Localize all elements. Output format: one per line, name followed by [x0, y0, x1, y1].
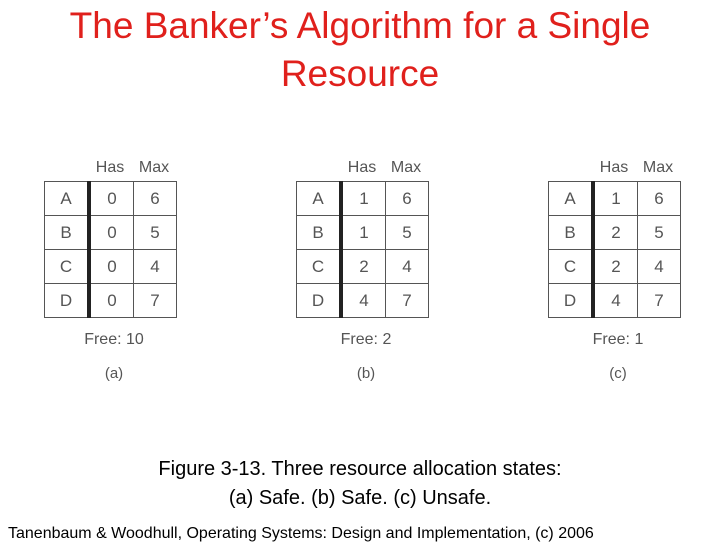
- has-value: 0: [89, 250, 134, 284]
- process-name: C: [45, 250, 90, 284]
- footer-citation: Tanenbaum & Woodhull, Operating Systems: Design and Implementation, (c) 2006: [8, 525, 594, 542]
- caption-line-1: Figure 3-13. Three resource allocation states:: [158, 458, 562, 480]
- max-value: 5: [386, 216, 429, 250]
- process-name: C: [549, 250, 594, 284]
- table-header: [548, 155, 688, 181]
- has-value: 1: [341, 216, 386, 250]
- process-name: A: [549, 182, 594, 216]
- has-value: 4: [593, 284, 638, 318]
- max-value: 7: [638, 284, 681, 318]
- table-row: [45, 182, 177, 216]
- has-value: 4: [341, 284, 386, 318]
- process-name: A: [297, 182, 342, 216]
- max-value: 6: [386, 182, 429, 216]
- allocation-table: [296, 181, 429, 318]
- max-value: 5: [638, 216, 681, 250]
- table-header: [296, 155, 436, 181]
- free-label: Free: 1: [592, 331, 644, 348]
- header-max: Max: [642, 159, 674, 176]
- table-row: [297, 250, 429, 284]
- table-row: [45, 216, 177, 250]
- max-value: 4: [386, 250, 429, 284]
- has-value: 0: [89, 216, 134, 250]
- has-value: 2: [341, 250, 386, 284]
- has-value: 2: [593, 250, 638, 284]
- slide-title: [0, 2, 720, 98]
- panel-label: (b): [356, 365, 376, 382]
- process-name: A: [45, 182, 90, 216]
- title-line-1: The Banker’s Algorithm for a Single: [69, 5, 651, 46]
- has-value: 1: [593, 182, 638, 216]
- table-row: [45, 250, 177, 284]
- process-name: D: [45, 284, 90, 318]
- has-value: 0: [89, 284, 134, 318]
- has-value: 2: [593, 216, 638, 250]
- table-row: [297, 284, 429, 318]
- process-name: C: [297, 250, 342, 284]
- process-name: B: [549, 216, 594, 250]
- header-has: Has: [95, 159, 125, 176]
- panel-a: [44, 155, 184, 382]
- table-row: [297, 182, 429, 216]
- caption-line-2: (a) Safe. (b) Safe. (c) Unsafe.: [228, 487, 492, 509]
- panel-b: [296, 155, 436, 382]
- max-value: 7: [386, 284, 429, 318]
- process-name: D: [297, 284, 342, 318]
- process-name: D: [549, 284, 594, 318]
- table-row: [45, 284, 177, 318]
- process-name: B: [297, 216, 342, 250]
- has-value: 0: [89, 182, 134, 216]
- header-max: Max: [390, 159, 422, 176]
- table-row: [549, 284, 681, 318]
- header-has: Has: [347, 159, 377, 176]
- max-value: 4: [134, 250, 177, 284]
- figure-caption: [0, 455, 720, 513]
- free-label: Free: 2: [340, 331, 392, 348]
- panel-c: [548, 155, 688, 382]
- header-has: Has: [599, 159, 629, 176]
- max-value: 6: [134, 182, 177, 216]
- panel-label: (a): [104, 365, 124, 382]
- max-value: 6: [638, 182, 681, 216]
- process-name: B: [45, 216, 90, 250]
- table-row: [549, 216, 681, 250]
- max-value: 7: [134, 284, 177, 318]
- max-value: 4: [638, 250, 681, 284]
- free-label: Free: 10: [84, 331, 144, 348]
- header-max: Max: [138, 159, 170, 176]
- table-row: [549, 182, 681, 216]
- allocation-table: [548, 181, 681, 318]
- panel-label: (c): [609, 365, 627, 382]
- allocation-table: [44, 181, 177, 318]
- table-row: [297, 216, 429, 250]
- title-line-2: Resource: [280, 53, 440, 94]
- table-row: [549, 250, 681, 284]
- table-header: [44, 155, 184, 181]
- has-value: 1: [341, 182, 386, 216]
- max-value: 5: [134, 216, 177, 250]
